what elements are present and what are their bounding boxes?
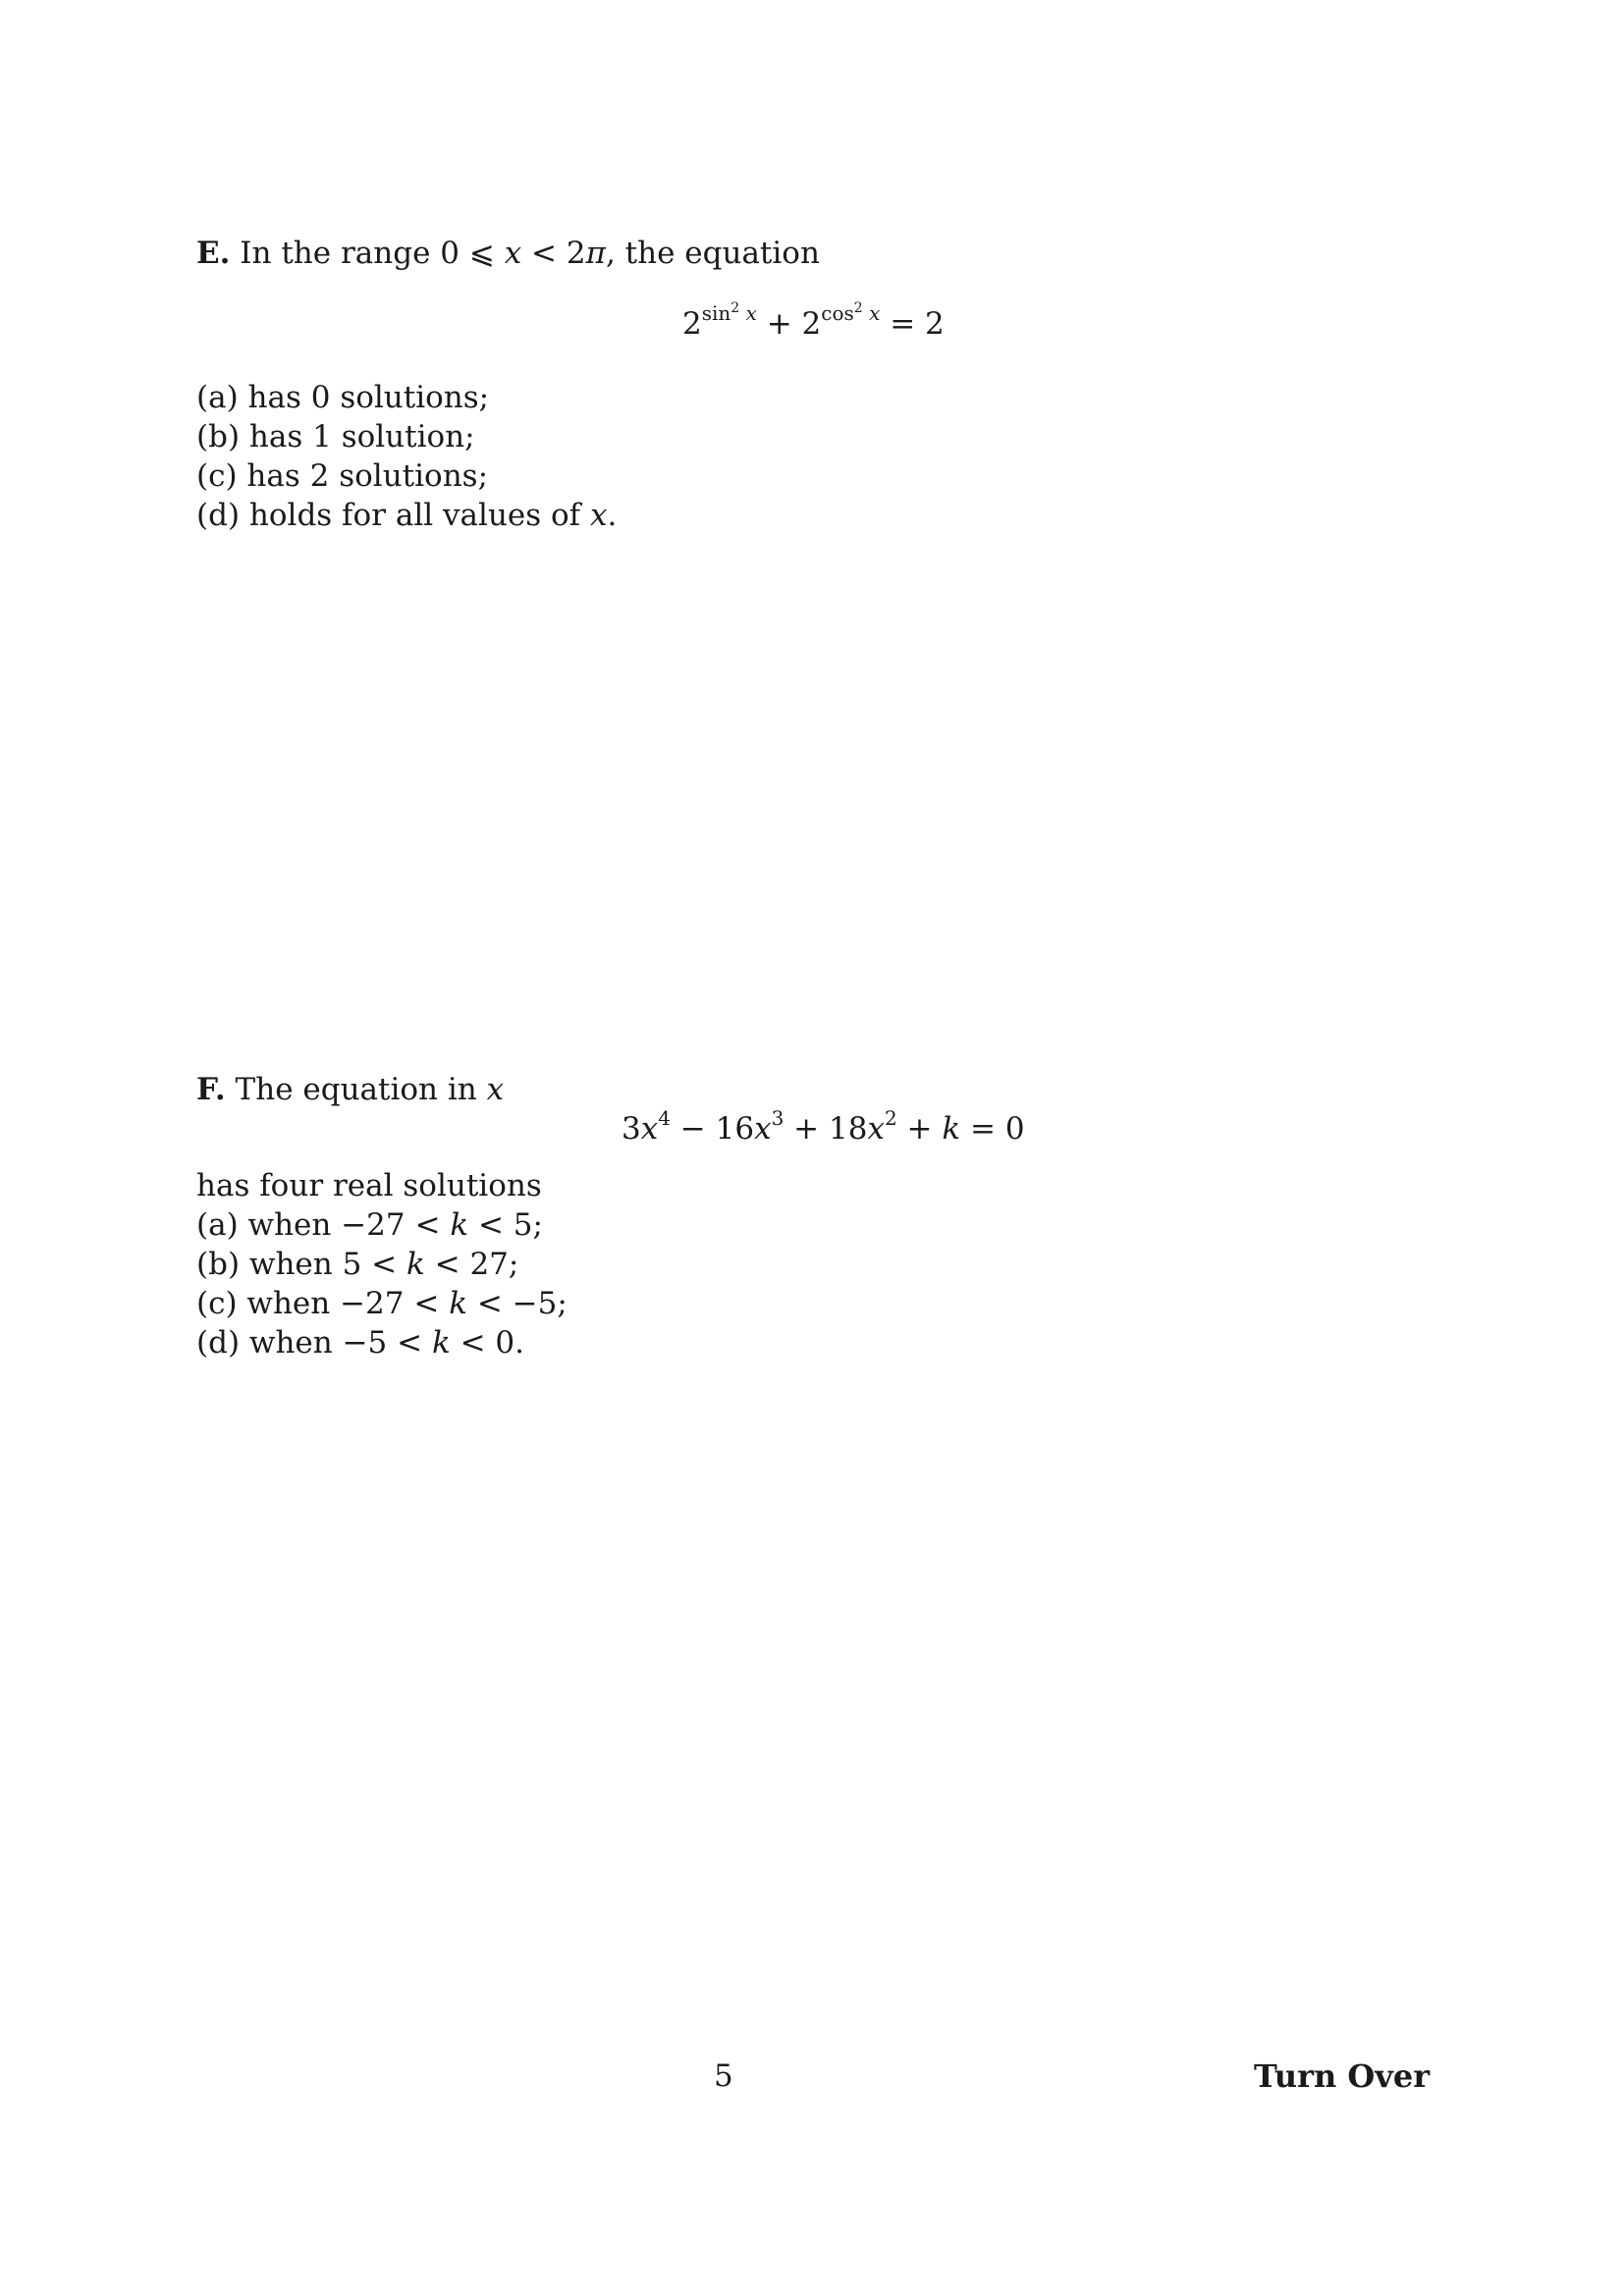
option-var: k <box>431 1325 451 1361</box>
question-f-lead: has four real solutions <box>196 1168 542 1203</box>
eq-f-var1: x <box>640 1111 659 1147</box>
option-text: has 0 solutions; <box>247 380 490 415</box>
option-text: has 1 solution; <box>248 419 475 454</box>
eq-e-plus: + <box>756 306 802 342</box>
option-e-c <box>196 456 617 496</box>
option-var: k <box>450 1207 469 1243</box>
eq-e-exp1 <box>702 301 757 325</box>
option-label: (c) <box>196 1286 238 1321</box>
eq-f-var3: x <box>867 1111 885 1147</box>
question-f-equation <box>622 1106 1025 1151</box>
option-end: . <box>607 498 618 533</box>
eq-f-op1: − 16 <box>670 1111 755 1147</box>
question-e-text-a: In the range 0 ⩽ <box>240 236 505 271</box>
option-e-b <box>196 417 617 456</box>
eq-e-exp1-pow: 2 <box>730 300 740 316</box>
eq-f-k: k <box>942 1111 961 1147</box>
option-text: holds for all values of <box>248 498 591 533</box>
eq-e-base2: 2 <box>801 306 822 342</box>
eq-f-pow1: 4 <box>658 1106 671 1130</box>
question-f-intro <box>196 1070 504 1109</box>
eq-f-pow2: 3 <box>771 1106 784 1130</box>
question-e-equation <box>682 300 945 349</box>
question-e-text-b: < 2 <box>521 236 586 271</box>
option-end: < 0. <box>450 1325 525 1361</box>
option-end: < 5; <box>468 1207 543 1243</box>
option-label: (d) <box>196 1325 241 1361</box>
option-var: k <box>449 1286 467 1321</box>
eq-e-exp2-fn: cos <box>821 301 854 325</box>
eq-f-op3: + <box>896 1111 943 1147</box>
question-f-options <box>196 1166 568 1362</box>
eq-e-rhs: = 2 <box>880 306 945 342</box>
option-label: (a) <box>196 380 239 415</box>
option-e-a <box>196 378 617 417</box>
option-text: when −27 < <box>246 1286 450 1321</box>
option-var: k <box>406 1247 425 1282</box>
option-label: (b) <box>196 419 241 454</box>
option-f-d <box>196 1323 568 1362</box>
option-label: (c) <box>196 458 238 494</box>
eq-f-coef1: 3 <box>622 1111 641 1147</box>
question-e-label: E. <box>196 236 231 271</box>
eq-f-pow3: 2 <box>884 1106 897 1130</box>
question-f-var-x: x <box>486 1072 505 1107</box>
option-end: < −5; <box>467 1286 568 1321</box>
question-e-text-c: , the equation <box>605 236 820 271</box>
question-f-label: F. <box>196 1072 226 1107</box>
question-e-var-x: x <box>504 236 522 271</box>
eq-e-exp2-pow: 2 <box>853 300 863 316</box>
option-e-d <box>196 496 617 535</box>
eq-f-rhs: = 0 <box>960 1111 1025 1147</box>
question-f-text: The equation in <box>235 1072 487 1107</box>
option-text: when −5 < <box>248 1325 432 1361</box>
option-f-c <box>196 1284 568 1323</box>
turn-over-label: Turn Over <box>1254 2057 1431 2095</box>
eq-e-exp1-fn: sin <box>701 301 731 325</box>
eq-f-var2: x <box>754 1111 772 1147</box>
question-e-intro <box>196 234 820 273</box>
eq-f-op2: + 18 <box>784 1111 868 1147</box>
eq-e-exp2-var: x <box>869 301 881 325</box>
question-e-options <box>196 378 617 535</box>
question-e-pi: π <box>585 236 606 271</box>
option-text: has 2 solutions; <box>246 458 489 494</box>
option-label: (d) <box>196 498 241 533</box>
option-f-b <box>196 1245 568 1284</box>
option-text: when −27 < <box>247 1207 451 1243</box>
eq-e-exp2 <box>821 301 880 325</box>
eq-e-base1: 2 <box>682 306 702 342</box>
option-f-a <box>196 1205 568 1245</box>
option-var: x <box>590 498 608 533</box>
page-number: 5 <box>714 2058 733 2094</box>
option-label: (b) <box>196 1247 241 1282</box>
option-label: (a) <box>196 1207 239 1243</box>
eq-e-exp1-var: x <box>745 301 757 325</box>
option-text: when 5 < <box>248 1247 406 1282</box>
option-end: < 27; <box>424 1247 519 1282</box>
